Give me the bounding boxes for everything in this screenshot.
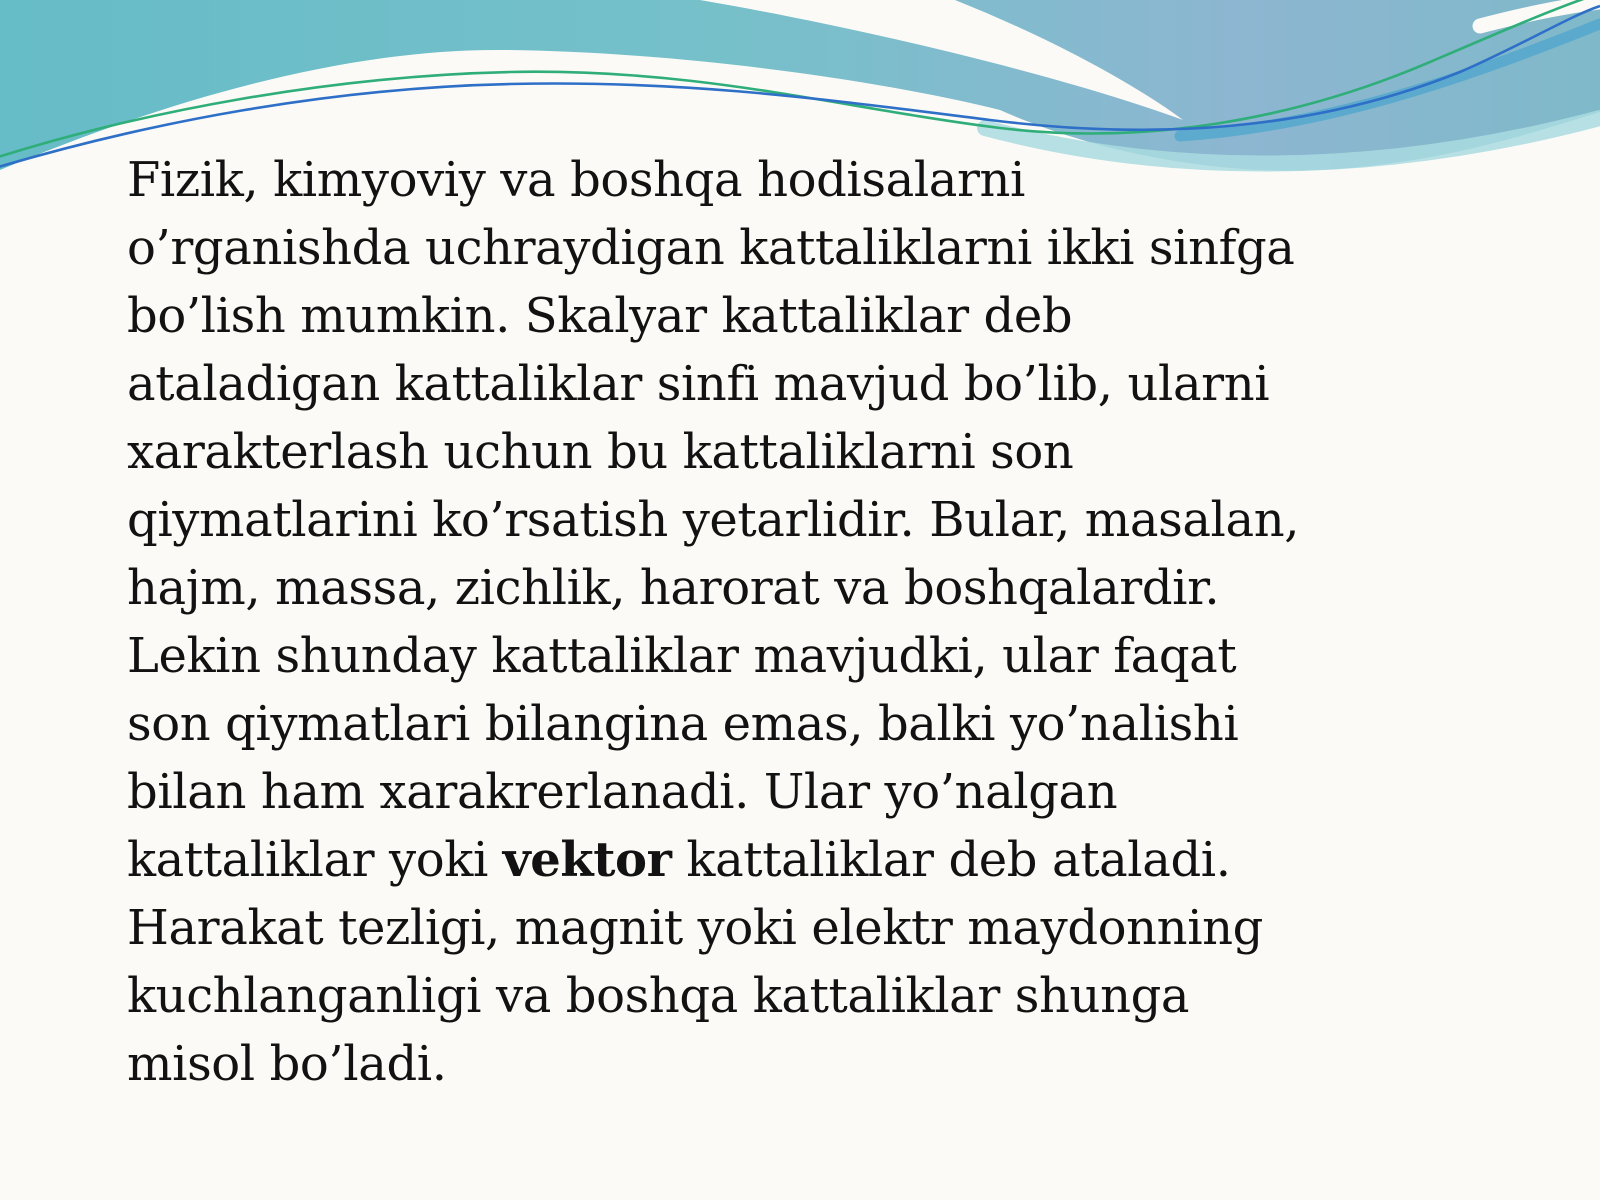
text-line-12: Harakat tezligi, magnit yoki elektr maydonning — [127, 900, 1263, 956]
text-line-10: bilan ham xarakrerlanadi. Ular yo’nalgan — [127, 764, 1118, 820]
text-line-11-vektor — [127, 826, 1527, 894]
text-line-7: hajm, massa, zichlik, harorat va boshqalardir. — [127, 560, 1220, 616]
text-line-2: o’rganishda uchraydigan kattaliklarni ikki sinfga — [127, 220, 1295, 276]
vektor-bold-word: vektor — [502, 832, 672, 888]
slide-body-text — [127, 146, 1527, 1098]
text-line-3: bo’lish mumkin. Skalyar kattaliklar deb — [127, 288, 1073, 344]
vektor-line-post: kattaliklar deb ataladi. — [671, 832, 1231, 888]
text-line-8: Lekin shunday kattaliklar mavjudki, ular faqat — [127, 628, 1237, 684]
vektor-line-pre: kattaliklar yoki — [127, 832, 503, 888]
text-line-9: son qiymatlari bilangina emas, balki yo’nalishi — [127, 696, 1239, 752]
text-line-6: qiymatlarini ko’rsatish yetarlidir. Bular, masalan, — [127, 492, 1300, 548]
text-line-14: misol bo’ladi. — [127, 1036, 447, 1092]
text-line-1: Fizik, kimyoviy va boshqa hodisalarni — [127, 152, 1025, 208]
text-line-4: ataladigan kattaliklar sinfi mavjud bo’lib, ularni — [127, 356, 1270, 412]
text-line-13: kuchlanganligi va boshqa kattaliklar shunga — [127, 968, 1190, 1024]
text-line-5: xarakterlash uchun bu kattaliklarni son — [127, 424, 1074, 480]
